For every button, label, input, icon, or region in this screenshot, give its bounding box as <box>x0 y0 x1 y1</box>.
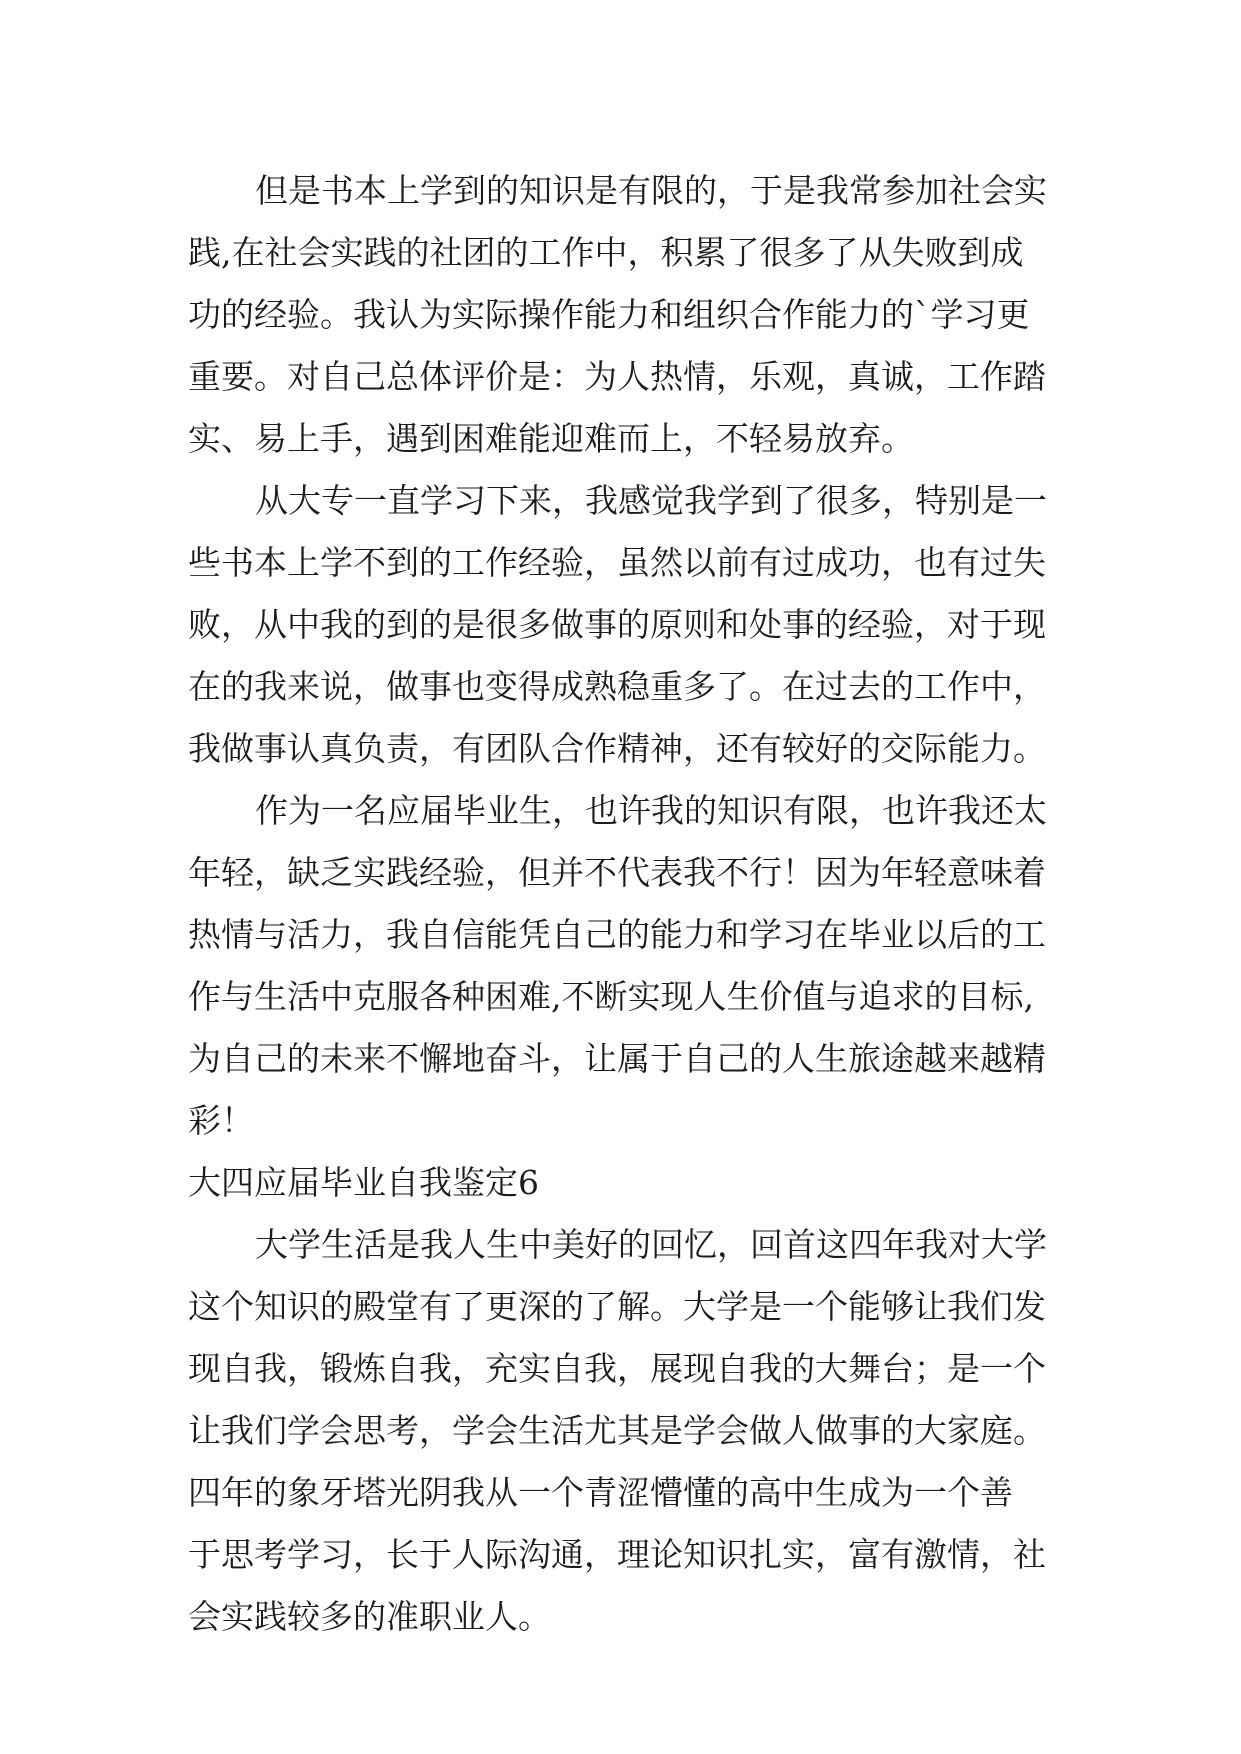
paragraph-line: 现自我，锻炼自我，充实自我，展现自我的大舞台；是一个 <box>188 1349 1046 1388</box>
paragraph-line: 从大专一直学习下来，我感觉我学到了很多，特别是一 <box>255 481 1047 520</box>
paragraph-line: 为自己的未来不懈地奋斗，让属于自己的人生旅途越来越精 <box>188 1039 1046 1078</box>
section-heading: 大四应届毕业自我鉴定6 <box>188 1163 539 1202</box>
paragraph-line: 这个知识的殿堂有了更深的了解。大学是一个能够让我们发 <box>188 1287 1046 1326</box>
paragraph-line: 会实践较多的准职业人。 <box>188 1597 551 1636</box>
paragraph-line: 热情与活力，我自信能凭自己的能力和学习在毕业以后的工 <box>188 915 1046 954</box>
paragraph-line: 些书本上学不到的工作经验，虽然以前有过成功，也有过失 <box>188 543 1046 582</box>
paragraph-line: 四年的象牙塔光阴我从一个青涩懵懂的高中生成为一个善 <box>188 1473 1013 1512</box>
paragraph-line: 在的我来说，做事也变得成熟稳重多了。在过去的工作中， <box>188 667 1046 706</box>
paragraph-line: 功的经验。我认为实际操作能力和组织合作能力的`学习更 <box>188 295 1030 334</box>
paragraph-line: 重要。对自己总体评价是：为人热情，乐观，真诚，工作踏 <box>188 357 1046 396</box>
paragraph-line: 年轻，缺乏实践经验，但并不代表我不行！因为年轻意味着 <box>188 853 1046 892</box>
paragraph-line: 作与生活中克服各种困难,不断实现人生价值与追求的目标, <box>188 977 1034 1016</box>
paragraph-line: 彩！ <box>188 1101 254 1140</box>
paragraph-line: 于思考学习，长于人际沟通，理论知识扎实，富有激情，社 <box>188 1535 1046 1574</box>
paragraph-line: 大学生活是我人生中美好的回忆，回首这四年我对大学 <box>255 1225 1047 1264</box>
paragraph-line: 但是书本上学到的知识是有限的，于是我常参加社会实 <box>255 171 1047 210</box>
paragraph-line: 实、易上手，遇到困难能迎难而上，不轻易放弃。 <box>188 419 914 458</box>
paragraph-line: 让我们学会思考，学会生活尤其是学会做人做事的大家庭。 <box>188 1411 1046 1450</box>
paragraph-line: 败，从中我的到的是很多做事的原则和处事的经验，对于现 <box>188 605 1046 644</box>
document-body <box>188 160 1068 1648</box>
paragraph-line: 作为一名应届毕业生，也许我的知识有限，也许我还太 <box>255 791 1047 830</box>
paragraph-line: 我做事认真负责，有团队合作精神，还有较好的交际能力。 <box>188 729 1046 768</box>
paragraph-line: 践,在社会实践的社团的工作中，积累了很多了从失败到成 <box>188 233 1024 272</box>
